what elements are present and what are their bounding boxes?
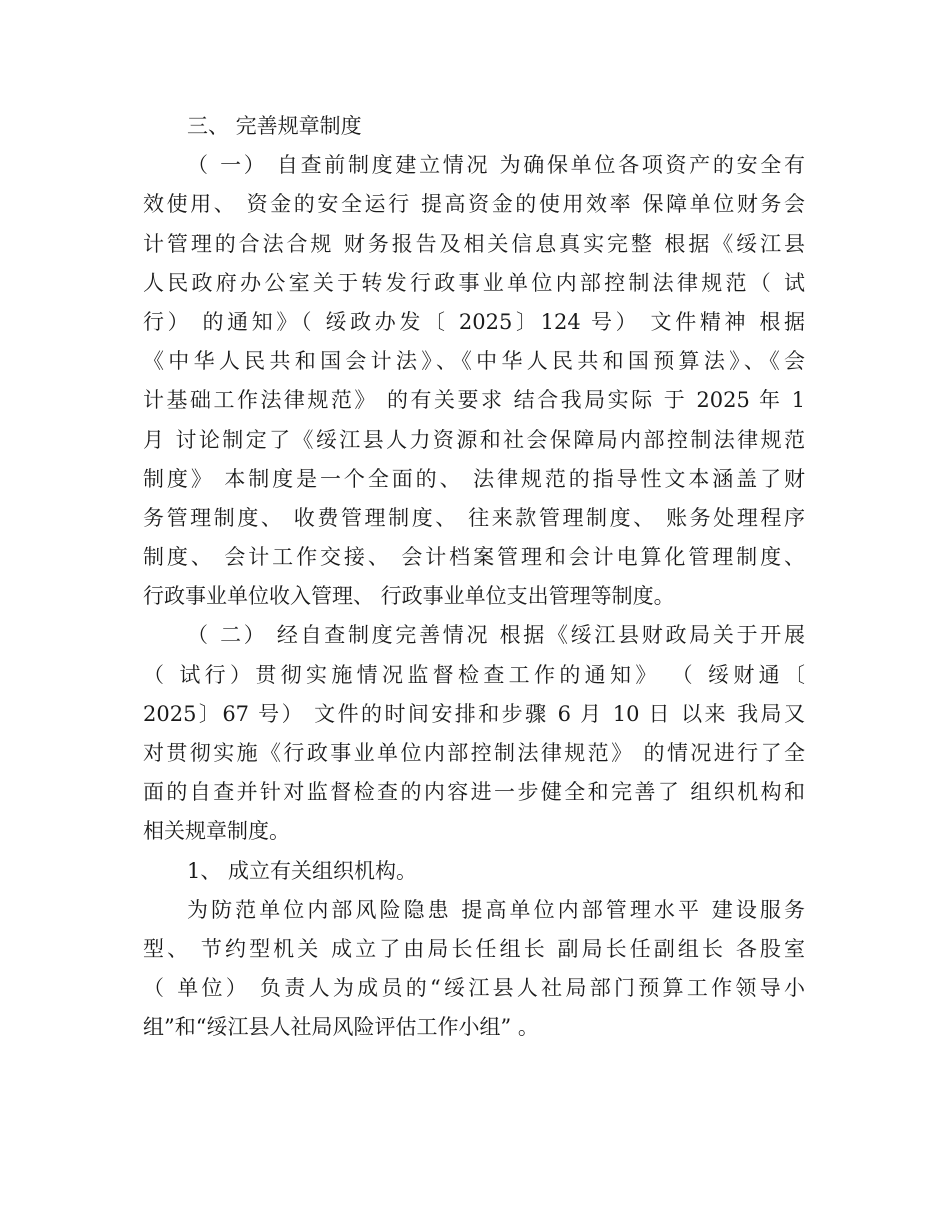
paragraph-line: 行政事业单位收入管理、 行政事业单位支出管理等制度。 xyxy=(143,584,675,609)
paragraph-line: 月 讨论制定了《绥江县人力资源和社会保障局内部控制法律规范 xyxy=(143,427,805,452)
paragraph-line: 型、 节约型机关 成立了由局长任组长 副局长任副组长 各股室 xyxy=(143,936,805,961)
paragraph-line: 对贯彻实施《行政事业单位内部控制法律规范》 的情况进行了全 xyxy=(143,741,805,765)
paragraph-line: 计基础工作法律规范》 的有关要求 结合我局实际 于 2025 年 1 xyxy=(143,388,805,413)
paragraph-line: 制度》 本制度是一个全面的、 法律规范的指导性文本涵盖了财 xyxy=(143,466,805,491)
paragraph-line: 行） 的通知》（ 绥政办发〔 2025〕124 号） 文件精神 根据 xyxy=(143,309,805,334)
paragraph-line: （ 一） 自查前制度建立情况 为确保单位各项资产的安全有 xyxy=(187,153,805,178)
paragraph-line: 务管理制度、 收费管理制度、 往来款管理制度、 账务处理程序 xyxy=(143,505,805,530)
document-body xyxy=(143,107,805,1048)
paragraph-line: （ 试行）贯彻实施情况监督检查工作的通知》 （ 绥财通〔 xyxy=(143,662,805,687)
paragraph-line: （ 二） 经自查制度完善情况 根据《绥江县财政局关于开展 xyxy=(187,623,805,648)
subsection-heading: 1、 成立有关组织机构。 xyxy=(187,858,418,883)
paragraph-line: 2025〕67 号） 文件的时间安排和步骤 6 月 10 日 以来 我局又 xyxy=(143,701,805,726)
paragraph-line: 面的自查并针对监督检查的内容进一步健全和完善了 组织机构和 xyxy=(143,780,805,805)
paragraph-line: 为防范单位内部风险隐患 提高单位内部管理水平 建设服务 xyxy=(187,897,805,922)
paragraph-line: 《中华人民共和国会计法》、《中华人民共和国预算法》、《会 xyxy=(143,349,805,374)
paragraph-line: 制度、 会计工作交接、 会计档案管理和会计电算化管理制度、 xyxy=(143,545,805,570)
paragraph-line: 组”和“绥江县人社局风险评估工作小组” 。 xyxy=(143,1015,539,1040)
paragraph-line: 相关规章制度。 xyxy=(143,819,290,844)
paragraph-line: 人民政府办公室关于转发行政事业单位内部控制法律规范（ 试 xyxy=(143,270,805,295)
paragraph-line: 效使用、 资金的安全运行 提高资金的使用效率 保障单位财务会 xyxy=(143,192,805,217)
paragraph-line: 计管理的合法合规 财务报告及相关信息真实完整 根据《绥江县 xyxy=(143,231,805,256)
section-heading: 三、 完善规章制度 xyxy=(187,114,362,138)
paragraph-line: （ 单位） 负责人为成员的“绥江县人社局部门预算工作领导小 xyxy=(143,976,805,1001)
